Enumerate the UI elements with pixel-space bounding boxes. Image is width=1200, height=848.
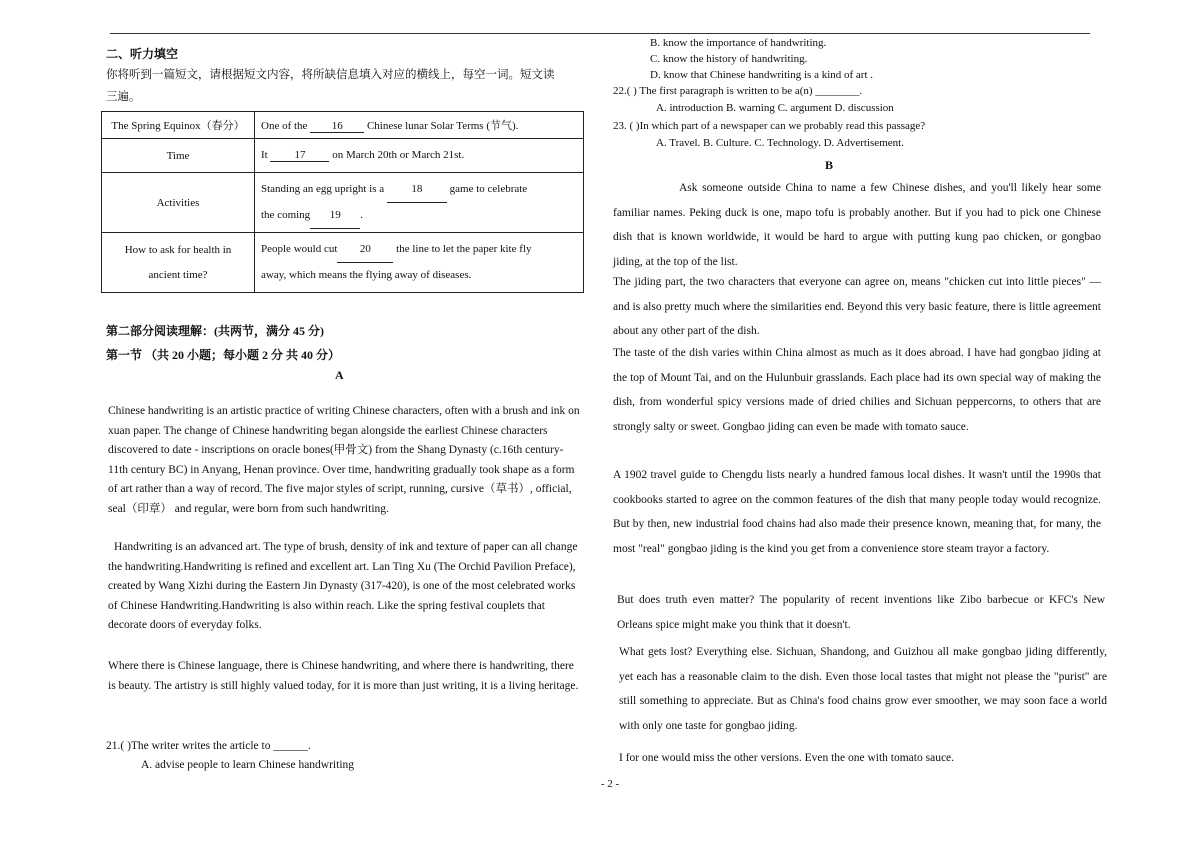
table-row [102,139,584,173]
table-row [102,112,584,139]
passage-b-paragraph: What gets lost? Everything else. Sichuan, Shandong, and Guizhou all make gongbao jiding differently, yet each has a reasonable claim to the dish. Even those local tastes that might not please the "purist" are still something to appreciate. But as China's food chains grow ever smoother, we may soon face a world with only one taste for gongbao jiding. [619,646,1107,732]
listening-table [101,111,584,293]
page-number: - 2 - [600,778,620,790]
question-22: 22.( ) The first paragraph is written to be a(n) ________. [613,85,863,97]
text: . [360,208,363,221]
text: Chinese lunar Solar Terms (节气). [366,120,519,132]
question-21: 21.( )The writer writes the article to ______. [106,740,311,752]
passage-b-paragraph: Ask someone outside China to name a few Chinese dishes, and you'll likely hear some familiar names. Peking duck is one, mapo tofu is probably another. But if you had to pick one Chinese dish that is known worldwide, it would be hard to argue with putting kung pao chicken, or gongbao jiding, at the top of the list. [613,182,1101,268]
option-d: D. know that Chinese handwriting is a kind of art . [650,69,874,81]
text: Standing an egg upright is a [261,182,385,195]
text: ancient time? [148,268,208,281]
text: One of the [261,120,308,132]
passage-b-letter: B [825,158,834,172]
passage-a-paragraph: Chinese handwriting is an artistic practice of writing Chinese characters, often with a brush and ink on xuan paper. The change of Chinese handwriting began alongside the earliest Chinese characters discovered to date - inscriptions on oracle bones(甲骨文) from the Shang Dynasty (c.16th century-11th century BC) in Anyang, Henan province. Over time, handwriting gradually took shape as a form of art rather than a way of record. The five major styles of script, running, cursive（草书）, official, seal（印章） and regular, were born from such handwriting. [108,405,580,515]
question-23: 23. ( )In which part of a newspaper can we probably read this passage? [613,120,926,132]
passage-b-paragraph: The taste of the dish varies within China almost as much as it does abroad. I have had gongbao jiding at the top of Mount Tai, and on the Hulunbuir grasslands. Each place had its own special way of making the dish, from wonderful spicy versions made of dried chilies and Sichuan peppercorns, to others that are strongly salty or sweet. Gongbao jiding can even be made with tomato sauce. [613,347,1101,433]
blank-19[interactable]: 19 [310,203,360,229]
text: the line to let the paper kite fly [396,243,532,255]
passage-b-paragraph: A 1902 travel guide to Chengdu lists nearly a hundred famous local dishes. It wasn't until the 1990s that cookbooks started to agree on the common features of the dish that many people today would recognize. But by then, new industrial food chains had also made their presence known, meaning that, for many, the most "real" gongbao jiding is the kind you get from a convenience store steam trayor a factory. [613,469,1101,555]
blank-18[interactable]: 18 [387,177,447,203]
option-b: B. know the importance of handwriting. [650,37,827,49]
section1-heading: 第一节 （共 20 小题；每小题 2 分 共 40 分） [106,348,341,362]
row-label: The Spring Equinox（春分） [102,112,255,139]
blank-20[interactable]: 20 [337,237,393,263]
passage-b-paragraph: I for one would miss the other versions. Even the one with tomato sauce. [619,752,955,764]
blank-17[interactable]: 17 [270,149,329,162]
row-content [255,173,584,233]
passage-b-paragraph: The jiding part, the two characters that everyone can agree on, means "chicken cut into little pieces" — and is also pretty much where the similarities end. Beyond this very basic feature, there is little agreement about any other part of the dish. [613,276,1101,337]
text: game to celebrate [449,182,528,195]
passage-a-letter: A [335,368,344,382]
row-label: Time [102,139,255,173]
text: How to ask for health in [124,243,232,256]
blank-16[interactable]: 16 [310,120,364,133]
top-rule [110,33,1090,34]
question-22-options: A. introduction B. warning C. argument D. discussion [656,102,894,114]
part2-heading: 第二部分阅读理解：(共两节，满分 45 分) [106,324,324,338]
row-content [255,233,584,293]
text: away, which means the flying away of diseases. [261,269,472,281]
section2-heading: 二、听力填空 [106,47,179,61]
question-23-options: A. Travel. B. Culture. C. Technology. D. Advertisement. [656,137,904,149]
passage-a-paragraph: Where there is Chinese language, there is Chinese handwriting, and where there is handwriting, there is beauty. The artistry is still highly valued today, for it is more than just writing, it is a living heritage. [108,660,579,692]
text: the coming [261,208,311,221]
row-content [255,139,584,173]
passage-b-paragraph: But does truth even matter? The popularity of recent inventions like Zibo barbecue or KFC's New Orleans spice might make you think that it doesn't. [617,594,1105,631]
table-row [102,233,584,293]
passage-a-paragraph: Handwriting is an advanced art. The type of brush, density of ink and texture of paper can all change the handwriting.Handwriting is refined and excellent art. Lan Ting Xu (The Orchid Pavilion Preface), created by Wang Xizhi during the Eastern Jin Dynasty (317-420), is one of the most celebrated works of Chinese Handwriting.Handwriting is also within reach. Like the spring festival couplets that decorate doors of everyday folks. [108,541,578,631]
text: It [261,149,268,161]
row-content [255,112,584,139]
text: on March 20th or March 21st. [332,149,465,161]
row-label: Activities [102,173,255,233]
text: People would cut [261,243,338,255]
table-row [102,173,584,233]
section2-instruction: 你将听到一篇短文，请根据短文内容，将所缺信息填入对应的横线上，每空一词。短文读 [106,69,555,81]
option-c: C. know the history of handwriting. [650,53,808,65]
row-label [102,233,255,293]
option-a: A. advise people to learn Chinese handwriting [141,759,355,771]
section2-instruction-cont: 三遍。 [106,91,141,103]
